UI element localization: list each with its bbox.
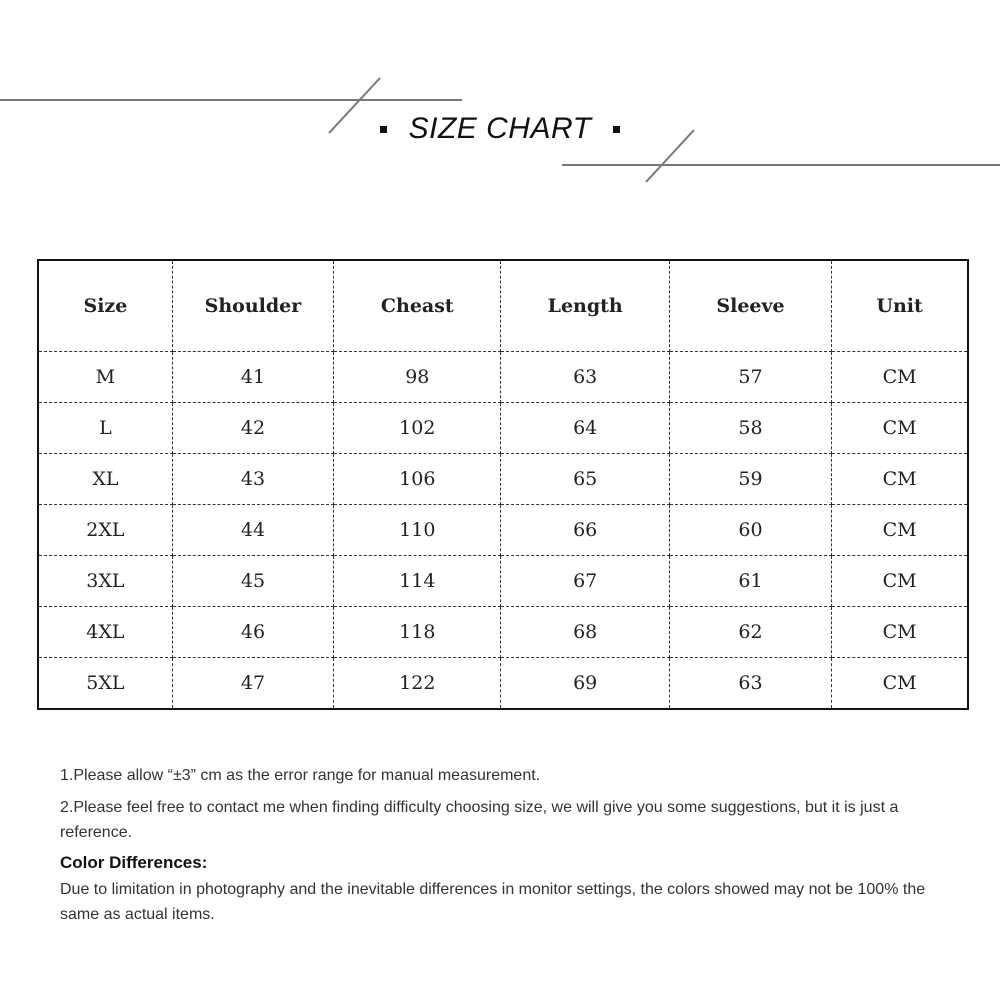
table-cell: 47 (172, 658, 333, 710)
table-cell: CM (832, 556, 968, 607)
table-cell: 98 (334, 352, 501, 403)
table-row (38, 454, 968, 505)
table-row (38, 607, 968, 658)
table-cell: XL (38, 454, 172, 505)
table-cell: 43 (172, 454, 333, 505)
table-cell: 2XL (38, 505, 172, 556)
color-differences-text: Due to limitation in photography and the inevitable differences in monitor settings, the colors showed may not be 100% the same as actual items. (60, 881, 926, 923)
column-header: Size (38, 260, 172, 352)
table-cell: 122 (334, 658, 501, 710)
title-decoration (0, 0, 1000, 200)
note-error-range: 1.Please allow “±3” cm as the error range for manual measurement. (60, 767, 541, 784)
table-cell: 60 (669, 505, 831, 556)
table-cell: 110 (334, 505, 501, 556)
table-cell: M (38, 352, 172, 403)
column-header: Sleeve (669, 260, 831, 352)
table-cell: 67 (501, 556, 669, 607)
column-header: Unit (832, 260, 968, 352)
table-cell: 64 (501, 403, 669, 454)
table-cell: 69 (501, 658, 669, 710)
table-cell: 41 (172, 352, 333, 403)
table-cell: 63 (669, 658, 831, 710)
note-contact: 2.Please feel free to contact me when finding difficulty choosing size, we will give you some suggestions, but it is just a reference. (60, 799, 899, 841)
table-cell: 68 (501, 607, 669, 658)
table-cell: CM (882, 672, 917, 694)
table-cell: CM (832, 454, 968, 505)
square-bullet-icon (613, 126, 620, 133)
table-cell: 3XL (38, 556, 172, 607)
table-cell: 57 (669, 352, 831, 403)
table-row (38, 352, 968, 403)
table-cell: 45 (172, 556, 333, 607)
table-cell: CM (832, 505, 968, 556)
table-cell: 61 (669, 556, 831, 607)
table-cell: 114 (334, 556, 501, 607)
table-cell: CM (832, 607, 968, 658)
column-header: Cheast (334, 260, 501, 352)
table-cell: 59 (669, 454, 831, 505)
table-cell: L (38, 403, 172, 454)
title-area (0, 112, 1000, 146)
table-header-row (38, 260, 968, 352)
page-title-group (380, 112, 621, 146)
size-chart-table (37, 259, 969, 710)
table-cell: 5XL (38, 658, 172, 710)
table-row (38, 505, 968, 556)
page-title: SIZE CHART (408, 112, 592, 145)
table-cell: 66 (501, 505, 669, 556)
table-cell: 58 (669, 403, 831, 454)
table-cell: 118 (334, 607, 501, 658)
table-row (38, 556, 968, 607)
square-bullet-icon (380, 126, 387, 133)
table-cell: 4XL (38, 607, 172, 658)
column-header: Length (501, 260, 669, 352)
notes-section (60, 763, 960, 927)
table-cell: 102 (334, 403, 501, 454)
table-row (38, 403, 968, 454)
table-cell: 63 (501, 352, 669, 403)
column-header: Shoulder (172, 260, 333, 352)
table-row (38, 658, 968, 710)
color-differences-heading: Color Differences: (60, 853, 208, 872)
table-cell: 106 (334, 454, 501, 505)
table-cell: 62 (669, 607, 831, 658)
table-cell: 42 (172, 403, 333, 454)
table-cell: CM (832, 403, 968, 454)
table-cell: 44 (172, 505, 333, 556)
table-cell: CM (832, 352, 968, 403)
table-cell: 65 (501, 454, 669, 505)
table-cell: 46 (172, 607, 333, 658)
